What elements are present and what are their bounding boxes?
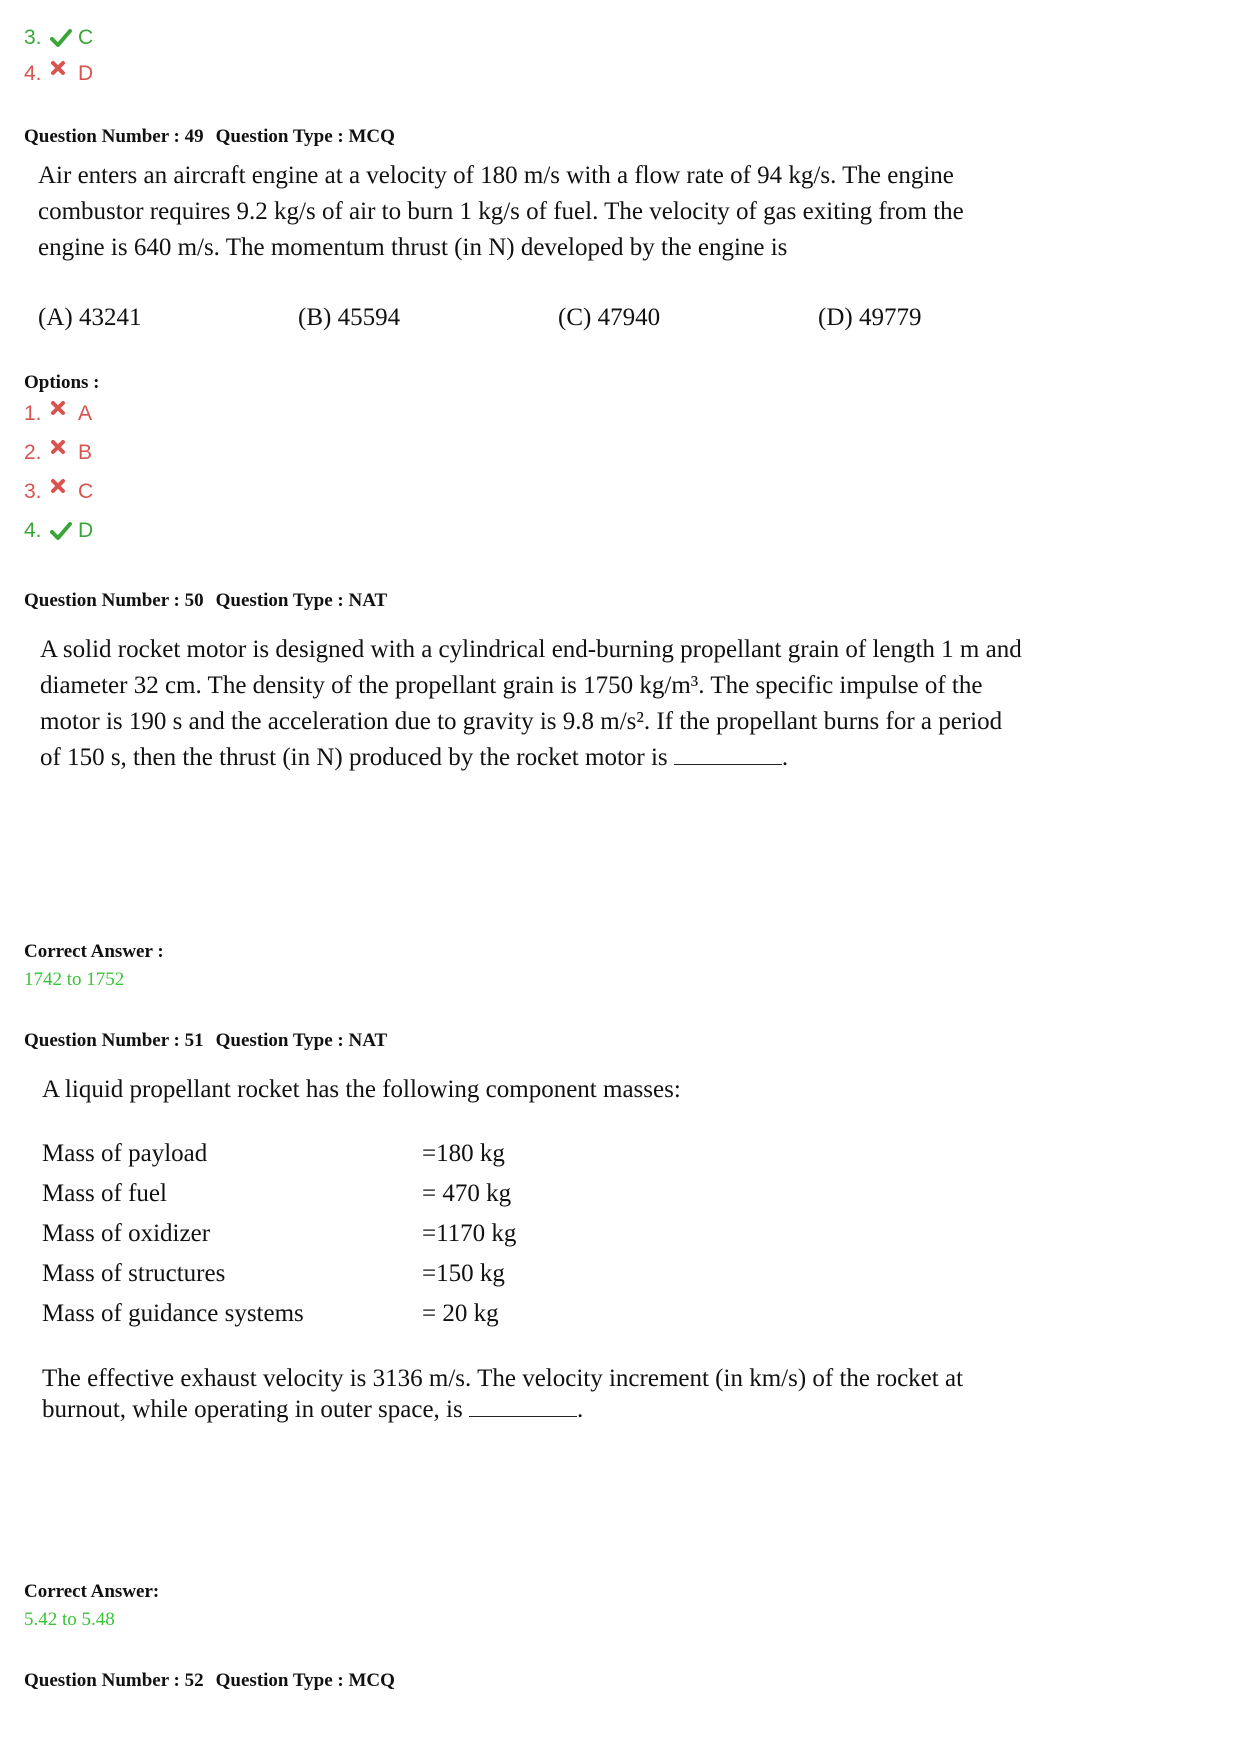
options-label: Options : <box>24 372 100 393</box>
q51-intro: A liquid propellant rocket has the following component masses: <box>42 1076 681 1103</box>
option-number: 3. <box>24 480 42 503</box>
option-number: 4. <box>24 62 42 85</box>
q51-text-line: The effective exhaust velocity is 3136 m/s. The velocity increment (in km/s) of the rocket at <box>42 1365 964 1392</box>
q49-option-4 <box>24 519 93 543</box>
table-row <box>42 1214 516 1254</box>
q51-text <box>42 1364 1118 1425</box>
mass-name: Mass of oxidizer <box>42 1220 211 1247</box>
mass-value: = 470 kg <box>422 1180 512 1207</box>
correct-answer-value: 1742 to 1752 <box>24 969 125 990</box>
choice-d: (D) 49779 <box>818 304 922 331</box>
mass-value: = 20 kg <box>422 1300 499 1327</box>
q50-text-line: motor is 190 s and the acceleration due to gravity is 9.8 m/s². If the propellant burns for a period <box>40 708 1003 735</box>
mass-name: Mass of payload <box>42 1140 208 1167</box>
mass-value: =150 kg <box>422 1260 505 1287</box>
q49-text-line: engine is 640 m/s. The momentum thrust (in N) developed by the engine is <box>38 234 788 261</box>
answer-blank <box>469 1394 577 1417</box>
q50-text-line-last: of 150 s, then the thrust (in N) produced by the rocket motor is . <box>40 744 789 771</box>
option-letter: D <box>78 62 94 85</box>
q51-text-line: burnout, while operating in outer space, is <box>42 1396 463 1423</box>
table-row <box>42 1134 516 1174</box>
q50-text-line: of 150 s, then the thrust (in N) produced by the rocket motor is <box>40 744 668 771</box>
q51-header <box>24 1030 399 1052</box>
q49-option-2 <box>24 441 92 465</box>
option-letter: B <box>78 441 93 464</box>
correct-answer-value: 5.42 to 5.48 <box>24 1609 115 1630</box>
check-icon <box>50 28 78 48</box>
question-type: Question Type : MCQ <box>215 126 395 147</box>
prev-option-4 <box>24 62 93 86</box>
mass-name: Mass of fuel <box>42 1180 167 1207</box>
q50-text-line: diameter 32 cm. The density of the propellant grain is 1750 kg/m³. The specific impulse of the <box>40 672 983 699</box>
cross-icon <box>50 449 78 457</box>
correct-answer-label: Correct Answer : <box>24 941 164 962</box>
table-row <box>42 1254 516 1294</box>
mass-name: Mass of guidance systems <box>42 1300 304 1327</box>
option-number: 4. <box>24 519 42 542</box>
option-letter: C <box>78 480 94 503</box>
correct-answer-label: Correct Answer: <box>24 1581 160 1602</box>
cross-icon <box>50 488 78 496</box>
q50-header <box>24 590 399 612</box>
check-icon <box>50 521 78 541</box>
option-number: 1. <box>24 402 42 425</box>
question-number: Question Number : 52 <box>24 1670 204 1691</box>
q51-text-line-last: burnout, while operating in outer space, is . <box>42 1396 584 1423</box>
question-number: Question Number : 50 <box>24 590 204 611</box>
question-number: Question Number : 51 <box>24 1030 204 1051</box>
q49-option-3 <box>24 480 93 504</box>
question-number: Question Number : 49 <box>24 126 204 147</box>
prev-option-3 <box>24 26 93 50</box>
choice-b: (B) 45594 <box>298 304 401 331</box>
q49-header <box>24 126 407 148</box>
option-letter: D <box>78 519 94 542</box>
q50-text <box>40 632 1120 776</box>
q49-choices <box>38 304 1078 332</box>
mass-value: =180 kg <box>422 1140 505 1167</box>
option-letter: A <box>78 402 93 425</box>
table-row <box>42 1294 516 1334</box>
mass-table <box>42 1134 516 1334</box>
option-number: 3. <box>24 26 42 49</box>
question-type: Question Type : NAT <box>215 590 388 611</box>
answer-blank <box>674 742 782 765</box>
q49-text-line: Air enters an aircraft engine at a velocity of 180 m/s with a flow rate of 94 kg/s. The engine <box>38 162 954 189</box>
q52-header <box>24 1670 407 1692</box>
cross-icon <box>50 410 78 418</box>
q49-option-1 <box>24 402 92 426</box>
q50-text-line: A solid rocket motor is designed with a cylindrical end-burning propellant grain of length 1 m and <box>40 636 1022 663</box>
question-type: Question Type : NAT <box>215 1030 388 1051</box>
choice-a: (A) 43241 <box>38 304 142 331</box>
choice-c: (C) 47940 <box>558 304 661 331</box>
q49-text-line: combustor requires 9.2 kg/s of air to burn 1 kg/s of fuel. The velocity of gas exiting from the <box>38 198 964 225</box>
q49-text <box>38 158 1118 266</box>
mass-value: =1170 kg <box>422 1220 517 1247</box>
option-number: 2. <box>24 441 42 464</box>
cross-icon <box>50 70 78 78</box>
option-letter: C <box>78 26 94 49</box>
question-type: Question Type : MCQ <box>215 1670 395 1691</box>
mass-name: Mass of structures <box>42 1260 226 1287</box>
table-row <box>42 1174 516 1214</box>
